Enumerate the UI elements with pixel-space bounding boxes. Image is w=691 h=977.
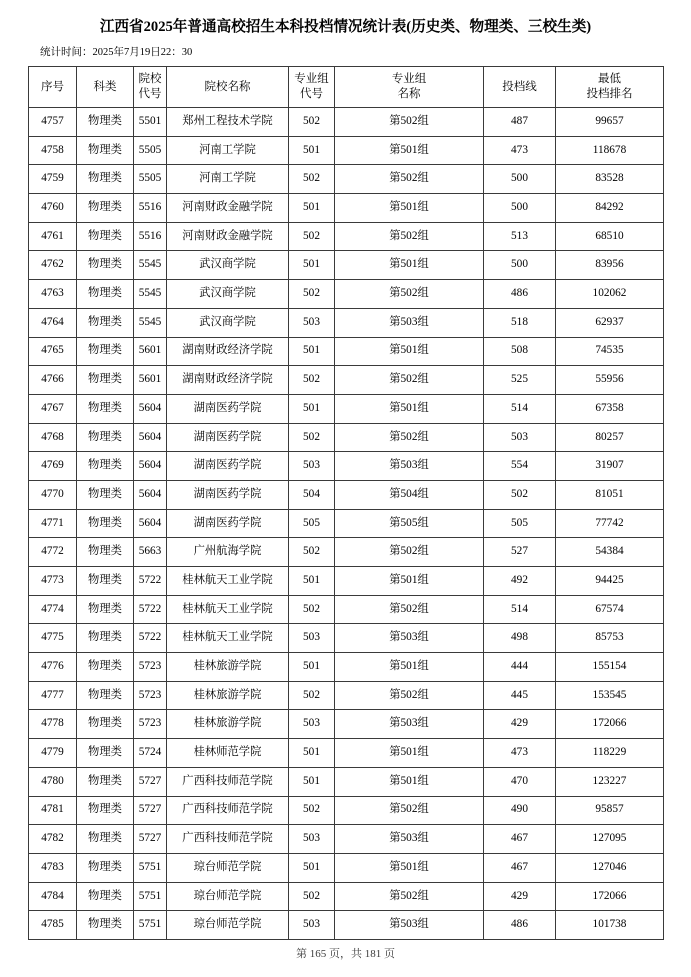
cell-school-name: 广西科技师范学院 [167,825,289,854]
cell-group-code: 501 [289,194,335,223]
cell-category: 物理类 [77,739,134,768]
table-row [29,825,664,854]
cell-category: 物理类 [77,710,134,739]
column-header-group-code [289,67,335,108]
cell-lowest-rank: 94425 [556,567,664,596]
cell-group-name: 第501组 [335,739,484,768]
table-row [29,509,664,538]
column-header-school-name: 院校名称 [167,67,289,108]
table-row [29,308,664,337]
cell-sequence: 4771 [29,509,77,538]
cell-group-code: 501 [289,739,335,768]
cell-school-name: 桂林航天工业学院 [167,624,289,653]
cell-category: 物理类 [77,480,134,509]
cell-score: 470 [484,767,556,796]
statistics-time-label: 统计时间：2025年7月19日22：30 [40,47,193,58]
cell-sequence: 4764 [29,308,77,337]
cell-school-name: 武汉商学院 [167,251,289,280]
cell-school-name: 河南财政金融学院 [167,222,289,251]
cell-group-name: 第501组 [335,394,484,423]
table-row [29,882,664,911]
cell-sequence: 4776 [29,653,77,682]
cell-school-name: 桂林旅游学院 [167,681,289,710]
cell-lowest-rank: 155154 [556,653,664,682]
table-row [29,423,664,452]
cell-school-name: 桂林师范学院 [167,739,289,768]
cell-group-name: 第503组 [335,710,484,739]
column-header-group-name-line2: 名称 [397,88,421,100]
table-row [29,136,664,165]
cell-sequence: 4783 [29,853,77,882]
cell-score: 525 [484,366,556,395]
cell-lowest-rank: 67574 [556,595,664,624]
cell-score: 508 [484,337,556,366]
cell-school-code: 5751 [134,882,167,911]
cell-category: 物理类 [77,222,134,251]
cell-category: 物理类 [77,308,134,337]
column-header-group-code-line2: 代号 [300,88,323,100]
cell-school-code: 5663 [134,538,167,567]
cell-category: 物理类 [77,423,134,452]
column-header-school-code-line2: 代号 [138,88,162,100]
cell-school-name: 广州航海学院 [167,538,289,567]
cell-lowest-rank: 83956 [556,251,664,280]
cell-category: 物理类 [77,165,134,194]
cell-lowest-rank: 172066 [556,882,664,911]
table-row [29,624,664,653]
cell-score: 490 [484,796,556,825]
cell-score: 502 [484,480,556,509]
cell-score: 500 [484,194,556,223]
column-header-school-code [134,67,167,108]
cell-category: 物理类 [77,538,134,567]
cell-sequence: 4775 [29,624,77,653]
table-row [29,452,664,481]
cell-school-name: 郑州工程技术学院 [167,108,289,137]
column-header-group-name-line1: 专业组 [391,73,427,86]
cell-group-code: 502 [289,595,335,624]
cell-score: 514 [484,394,556,423]
cell-category: 物理类 [77,108,134,137]
cell-group-code: 501 [289,251,335,280]
cell-category: 物理类 [77,509,134,538]
table-row [29,366,664,395]
cell-group-name: 第504组 [335,480,484,509]
cell-score: 527 [484,538,556,567]
cell-category: 物理类 [77,595,134,624]
cell-category: 物理类 [77,911,134,940]
cell-sequence: 4762 [29,251,77,280]
cell-sequence: 4758 [29,136,77,165]
cell-score: 513 [484,222,556,251]
cell-lowest-rank: 77742 [556,509,664,538]
admission-table-container [28,66,663,940]
cell-lowest-rank: 68510 [556,222,664,251]
cell-score: 467 [484,825,556,854]
cell-school-name: 湖南财政经济学院 [167,366,289,395]
table-row [29,595,664,624]
table-row [29,222,664,251]
cell-school-code: 5545 [134,251,167,280]
cell-school-name: 湖南医药学院 [167,394,289,423]
cell-sequence: 4770 [29,480,77,509]
cell-lowest-rank: 55956 [556,366,664,395]
cell-category: 物理类 [77,337,134,366]
cell-sequence: 4769 [29,452,77,481]
cell-category: 物理类 [77,452,134,481]
cell-school-code: 5604 [134,394,167,423]
cell-group-name: 第502组 [335,366,484,395]
cell-school-name: 桂林航天工业学院 [167,567,289,596]
table-row [29,796,664,825]
cell-school-name: 琼台师范学院 [167,911,289,940]
cell-sequence: 4768 [29,423,77,452]
cell-category: 物理类 [77,567,134,596]
cell-category: 物理类 [77,136,134,165]
cell-lowest-rank: 127046 [556,853,664,882]
page-title: 江西省2025年普通高校招生本科投档情况统计表(历史类、物理类、三校生类) [99,19,592,35]
cell-group-code: 501 [289,337,335,366]
cell-school-code: 5727 [134,796,167,825]
cell-score: 429 [484,882,556,911]
cell-group-code: 502 [289,222,335,251]
cell-score: 498 [484,624,556,653]
cell-sequence: 4777 [29,681,77,710]
cell-category: 物理类 [77,624,134,653]
cell-category: 物理类 [77,394,134,423]
cell-sequence: 4772 [29,538,77,567]
cell-school-code: 5723 [134,710,167,739]
cell-category: 物理类 [77,767,134,796]
cell-group-name: 第503组 [335,308,484,337]
cell-group-name: 第503组 [335,624,484,653]
cell-sequence: 4759 [29,165,77,194]
cell-group-name: 第505组 [335,509,484,538]
cell-group-name: 第503组 [335,825,484,854]
cell-sequence: 4778 [29,710,77,739]
cell-group-code: 503 [289,624,335,653]
cell-school-code: 5601 [134,337,167,366]
cell-school-code: 5604 [134,452,167,481]
cell-sequence: 4774 [29,595,77,624]
cell-lowest-rank: 118229 [556,739,664,768]
cell-group-name: 第501组 [335,853,484,882]
cell-sequence: 4785 [29,911,77,940]
cell-group-name: 第502组 [335,796,484,825]
table-row [29,653,664,682]
cell-school-name: 湖南医药学院 [167,452,289,481]
cell-group-code: 501 [289,767,335,796]
cell-lowest-rank: 102062 [556,280,664,309]
cell-school-code: 5751 [134,853,167,882]
cell-lowest-rank: 99657 [556,108,664,137]
cell-sequence: 4779 [29,739,77,768]
cell-group-code: 501 [289,853,335,882]
cell-group-code: 502 [289,165,335,194]
cell-school-code: 5723 [134,653,167,682]
cell-group-name: 第502组 [335,165,484,194]
cell-lowest-rank: 118678 [556,136,664,165]
cell-school-name: 武汉商学院 [167,280,289,309]
cell-sequence: 4761 [29,222,77,251]
cell-lowest-rank: 83528 [556,165,664,194]
cell-score: 429 [484,710,556,739]
cell-school-code: 5604 [134,509,167,538]
cell-score: 500 [484,165,556,194]
cell-lowest-rank: 62937 [556,308,664,337]
cell-lowest-rank: 67358 [556,394,664,423]
cell-lowest-rank: 81051 [556,480,664,509]
cell-category: 物理类 [77,251,134,280]
cell-category: 物理类 [77,194,134,223]
column-header-group-code-line1: 专业组 [294,73,329,86]
cell-group-code: 502 [289,280,335,309]
cell-group-name: 第502组 [335,882,484,911]
cell-school-code: 5516 [134,222,167,251]
cell-school-code: 5727 [134,825,167,854]
cell-school-code: 5505 [134,136,167,165]
table-row [29,538,664,567]
table-row [29,767,664,796]
cell-school-name: 河南工学院 [167,136,289,165]
cell-score: 445 [484,681,556,710]
table-row [29,567,664,596]
cell-group-code: 503 [289,710,335,739]
cell-score: 514 [484,595,556,624]
cell-lowest-rank: 127095 [556,825,664,854]
cell-group-code: 502 [289,681,335,710]
cell-category: 物理类 [77,796,134,825]
cell-score: 467 [484,853,556,882]
table-row [29,480,664,509]
cell-group-name: 第503组 [335,911,484,940]
cell-group-name: 第502组 [335,681,484,710]
cell-group-name: 第501组 [335,567,484,596]
cell-group-name: 第502组 [335,222,484,251]
cell-category: 物理类 [77,366,134,395]
cell-school-code: 5545 [134,308,167,337]
cell-score: 500 [484,251,556,280]
column-header-category: 科类 [77,67,134,108]
table-row [29,337,664,366]
cell-sequence: 4767 [29,394,77,423]
cell-group-code: 501 [289,567,335,596]
table-row [29,853,664,882]
cell-school-name: 湖南财政经济学院 [167,337,289,366]
cell-school-name: 桂林旅游学院 [167,710,289,739]
cell-group-name: 第503组 [335,452,484,481]
column-header-sequence: 序号 [29,67,77,108]
cell-score: 444 [484,653,556,682]
cell-lowest-rank: 31907 [556,452,664,481]
cell-lowest-rank: 54384 [556,538,664,567]
cell-school-code: 5724 [134,739,167,768]
cell-category: 物理类 [77,825,134,854]
cell-group-name: 第502组 [335,280,484,309]
cell-school-code: 5604 [134,480,167,509]
cell-school-name: 广西科技师范学院 [167,796,289,825]
cell-lowest-rank: 95857 [556,796,664,825]
cell-school-code: 5601 [134,366,167,395]
cell-score: 505 [484,509,556,538]
cell-school-name: 桂林旅游学院 [167,653,289,682]
cell-group-name: 第501组 [335,194,484,223]
cell-sequence: 4765 [29,337,77,366]
table-row [29,194,664,223]
cell-group-code: 501 [289,653,335,682]
cell-group-code: 502 [289,366,335,395]
cell-group-code: 503 [289,911,335,940]
cell-lowest-rank: 172066 [556,710,664,739]
cell-group-code: 502 [289,423,335,452]
cell-school-code: 5727 [134,767,167,796]
cell-school-name: 琼台师范学院 [167,882,289,911]
cell-school-name: 桂林航天工业学院 [167,595,289,624]
cell-sequence: 4773 [29,567,77,596]
cell-sequence: 4763 [29,280,77,309]
cell-sequence: 4766 [29,366,77,395]
cell-group-code: 502 [289,108,335,137]
table-row [29,911,664,940]
cell-score: 503 [484,423,556,452]
table-row [29,251,664,280]
cell-score: 486 [484,280,556,309]
cell-score: 473 [484,136,556,165]
cell-score: 486 [484,911,556,940]
table-row [29,394,664,423]
cell-group-name: 第501组 [335,136,484,165]
cell-category: 物理类 [77,280,134,309]
cell-sequence: 4784 [29,882,77,911]
cell-group-code: 503 [289,825,335,854]
column-header-group-name [335,67,484,108]
column-header-lowest-rank [556,67,664,108]
table-header [29,67,664,108]
cell-lowest-rank: 153545 [556,681,664,710]
table-header-row [29,67,664,108]
cell-school-name: 河南工学院 [167,165,289,194]
cell-sequence: 4757 [29,108,77,137]
cell-group-name: 第501组 [335,337,484,366]
table-row [29,280,664,309]
cell-sequence: 4760 [29,194,77,223]
cell-group-code: 502 [289,538,335,567]
cell-group-name: 第502组 [335,423,484,452]
cell-group-code: 501 [289,394,335,423]
table-row [29,681,664,710]
cell-school-code: 5723 [134,681,167,710]
cell-school-code: 5722 [134,595,167,624]
cell-group-name: 第502组 [335,595,484,624]
cell-group-name: 第501组 [335,251,484,280]
cell-school-name: 湖南医药学院 [167,509,289,538]
table-body [29,108,664,940]
cell-school-code: 5722 [134,567,167,596]
cell-school-code: 5516 [134,194,167,223]
cell-category: 物理类 [77,653,134,682]
table-row [29,108,664,137]
cell-school-name: 湖南医药学院 [167,423,289,452]
cell-school-code: 5604 [134,423,167,452]
cell-group-name: 第501组 [335,767,484,796]
cell-group-code: 501 [289,136,335,165]
table-row [29,710,664,739]
table-row [29,739,664,768]
page-footer: 第 165 页，共 181 页 [296,948,395,960]
cell-school-code: 5722 [134,624,167,653]
cell-group-code: 503 [289,452,335,481]
table-row [29,165,664,194]
cell-category: 物理类 [77,681,134,710]
cell-group-code: 504 [289,480,335,509]
cell-sequence: 4780 [29,767,77,796]
cell-group-code: 503 [289,308,335,337]
cell-group-code: 505 [289,509,335,538]
cell-score: 473 [484,739,556,768]
column-header-lowest-rank-line1: 最低 [598,73,621,86]
cell-lowest-rank: 84292 [556,194,664,223]
column-header-score-line: 投档线 [484,67,556,108]
cell-lowest-rank: 85753 [556,624,664,653]
cell-group-name: 第501组 [335,653,484,682]
cell-lowest-rank: 74535 [556,337,664,366]
cell-group-name: 第502组 [335,108,484,137]
cell-category: 物理类 [77,853,134,882]
cell-school-name: 湖南医药学院 [167,480,289,509]
cell-lowest-rank: 80257 [556,423,664,452]
cell-school-code: 5545 [134,280,167,309]
cell-score: 492 [484,567,556,596]
cell-school-code: 5751 [134,911,167,940]
cell-group-code: 502 [289,882,335,911]
cell-sequence: 4782 [29,825,77,854]
admission-statistics-table [28,66,664,940]
cell-group-code: 502 [289,796,335,825]
cell-school-name: 琼台师范学院 [167,853,289,882]
column-header-lowest-rank-line2: 投档排名 [586,88,633,100]
cell-sequence: 4781 [29,796,77,825]
cell-school-code: 5505 [134,165,167,194]
cell-school-name: 河南财政金融学院 [167,194,289,223]
cell-group-name: 第502组 [335,538,484,567]
cell-score: 487 [484,108,556,137]
column-header-school-code-line1: 院校 [138,73,162,86]
cell-school-name: 武汉商学院 [167,308,289,337]
cell-score: 518 [484,308,556,337]
cell-category: 物理类 [77,882,134,911]
cell-score: 554 [484,452,556,481]
cell-lowest-rank: 101738 [556,911,664,940]
cell-school-name: 广西科技师范学院 [167,767,289,796]
cell-school-code: 5501 [134,108,167,137]
cell-lowest-rank: 123227 [556,767,664,796]
